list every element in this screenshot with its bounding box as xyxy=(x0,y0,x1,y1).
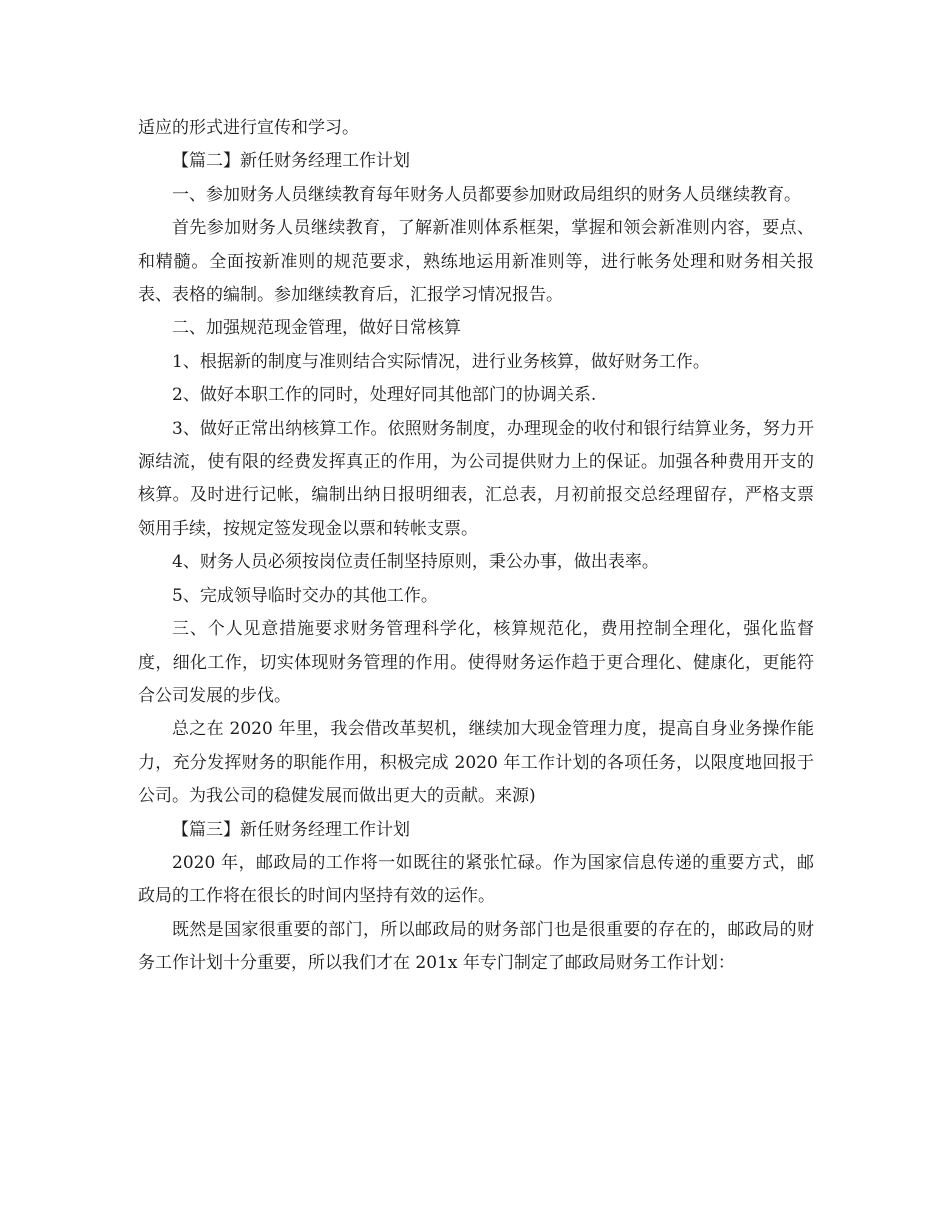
paragraph-continuing-education: 一、参加财务人员继续教育每年财务人员都要参加财政局组织的财务人员继续教育。 xyxy=(172,184,801,205)
paragraph-new-standards: 首先参加财务人员继续教育，了解新准则体系框架，掌握和领会新准则内容，要点、和精髓。全面按新准则的规范要求，熟练地运用新准则等，进行帐务处理和财务相关报表、表格的编制。参加继续教育后，汇报学习情况报告。 xyxy=(138,218,814,306)
list-item-1: 1、根据新的制度与准则结合实际情况，进行业务核算，做好财务工作。 xyxy=(172,351,710,372)
paragraph-summary: 总之在 2020 年里，我会借改革契机，继续加大现金管理力度，提高自身业务操作能力，充分发挥财务的职能作用，积极完成 2020 年工作计划的各项任务，以限度地回报于公司。为我公司的稳健发展而做出更大的贡献。来源) xyxy=(138,719,814,807)
list-item-3: 3、做好正常出纳核算工作。依照财务制度，办理现金的收付和银行结算业务，努力开源结流，使有限的经费发挥真正的作用，为公司提供财力上的保证。加强各种费用开支的核算。及时进行记帐，编制出纳日报明细表，汇总表，月初前报交总经理留存，严格支票领用手续，按规定签发现金以票和转帐支票。 xyxy=(138,418,814,539)
section-heading-part-two: 【篇二】新任财务经理工作计划 xyxy=(172,151,410,172)
list-item-5: 5、完成领导临时交办的其他工作。 xyxy=(172,585,438,606)
list-item-2: 2、做好本职工作的同时，处理好同其他部门的协调关系. xyxy=(172,385,597,406)
paragraph-continuation: 适应的形式进行宣传和学习。 xyxy=(138,118,359,138)
list-item-4: 4、财务人员必须按岗位责任制坚持原则，秉公办事，做出表率。 xyxy=(172,552,659,573)
section-heading-part-three: 【篇三】新任财务经理工作计划 xyxy=(172,819,410,840)
paragraph-cash-management-heading: 二、加强规范现金管理，做好日常核算 xyxy=(172,318,461,339)
paragraph-post-office-finance: 既然是国家很重要的部门，所以邮政局的财务部门也是很重要的存在的，邮政局的财务工作计划十分重要，所以我们才在 201x 年专门制定了邮政局财务工作计划： xyxy=(138,919,814,974)
paragraph-post-office-work: 2020 年，邮政局的工作将一如既往的紧张忙碌。作为国家信息传递的重要方式，邮政局的工作将在很长的时间内坚持有效的运作。 xyxy=(138,852,814,907)
paragraph-personal-suggestions: 三、个人见意措施要求财务管理科学化，核算规范化，费用控制全理化，强化监督度，细化工作，切实体现财务管理的作用。使得财务运作趋于更合理化、健康化，更能符合公司发展的步伐。 xyxy=(138,619,814,706)
document-body xyxy=(138,112,814,981)
